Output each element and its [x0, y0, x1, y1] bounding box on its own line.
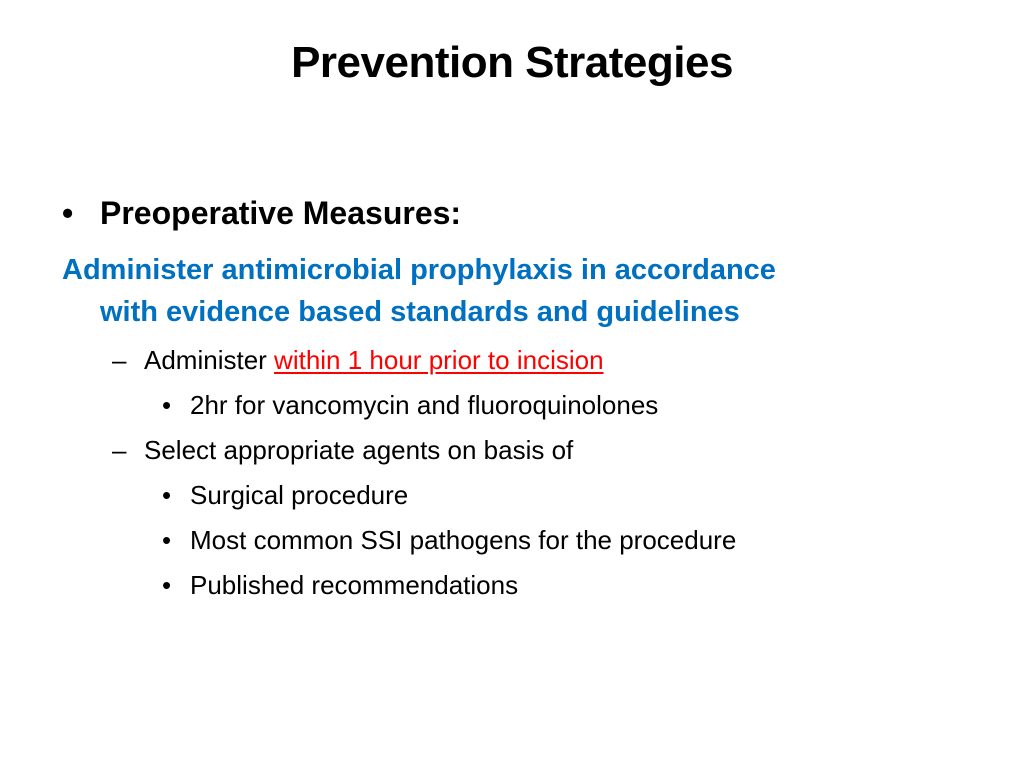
- bullet-icon: •: [62, 195, 74, 231]
- sub-bullet-text: Most common SSI pathogens for the procedure: [190, 525, 737, 555]
- dash-item-prefix: Administer: [144, 345, 275, 375]
- sub-bullet-item: [162, 522, 736, 558]
- dash-item-administer: [112, 342, 604, 378]
- sub-bullet-text: Surgical procedure: [190, 480, 409, 510]
- bullet-icon: •: [162, 390, 172, 420]
- heading-bullet-line: [62, 191, 461, 235]
- timing-emphasis: within 1 hour prior to incision: [274, 345, 604, 375]
- sub-bullet-item: [162, 477, 408, 513]
- highlight-line-1: Administer antimicrobial prophylaxis in accordance: [62, 254, 776, 286]
- slide-title: Prevention Strategies: [291, 38, 733, 87]
- highlight-line-2: with evidence based standards and guidelines: [100, 296, 740, 328]
- bullet-icon: •: [162, 525, 172, 555]
- dash-item-text: Select appropriate agents on basis of: [144, 435, 574, 465]
- dash-icon: –: [112, 435, 127, 465]
- sub-bullet-item: [162, 387, 658, 423]
- bullet-icon: •: [162, 480, 172, 510]
- sub-bullet-item: [162, 567, 518, 603]
- bullet-icon: •: [162, 570, 172, 600]
- sub-bullet-text: 2hr for vancomycin and fluoroquinolones: [190, 390, 659, 420]
- dash-item-select-agents: [112, 432, 573, 468]
- dash-icon: –: [112, 345, 127, 375]
- sub-bullet-text: Published recommendations: [190, 570, 519, 600]
- heading-text: Preoperative Measures:: [100, 195, 462, 231]
